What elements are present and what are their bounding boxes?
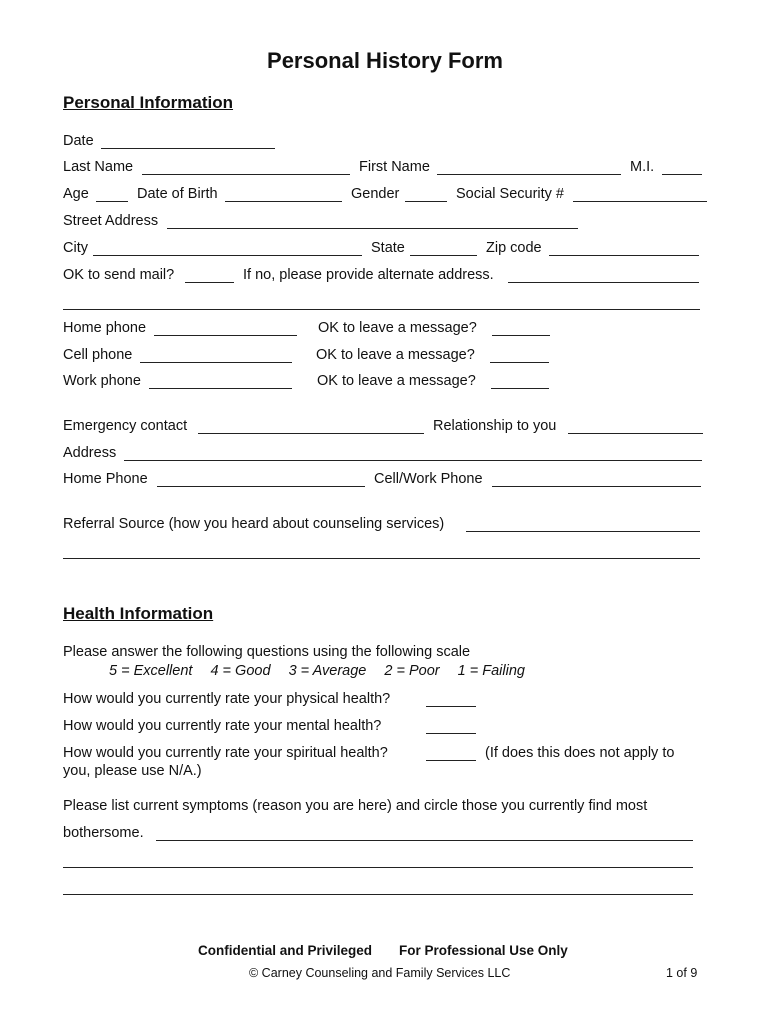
relationship-field[interactable] <box>568 421 703 434</box>
state-field[interactable] <box>410 243 477 256</box>
symptoms-instruction: Please list current symptoms (reason you are here) and circle those you currently find most <box>63 798 648 814</box>
mental-health-question: How would you currently rate your mental health? <box>63 718 382 734</box>
first-name-field[interactable] <box>437 162 621 175</box>
scale-item: 5 = Excellent <box>109 663 193 679</box>
spiritual-note-line2: you, please use N/A.) <box>63 763 202 779</box>
referral-field-line2[interactable] <box>63 546 700 559</box>
gender-field[interactable] <box>405 189 447 202</box>
city-field[interactable] <box>93 243 362 256</box>
date-field[interactable] <box>101 136 275 149</box>
ok-mail-label: OK to send mail? <box>63 267 175 283</box>
spiritual-note-line1: (If does this does not apply to <box>485 745 675 761</box>
cell-ok-message-field[interactable] <box>490 350 549 363</box>
symptoms-field-line3[interactable] <box>63 882 693 895</box>
first-name-label: First Name <box>359 159 430 175</box>
cell-ok-message-label: OK to leave a message? <box>316 347 475 363</box>
spiritual-health-question: How would you currently rate your spiritual health? <box>63 745 388 761</box>
emergency-home-phone-field[interactable] <box>157 474 365 487</box>
professional-use-notice: For Professional Use Only <box>399 943 568 958</box>
middle-initial-label: M.I. <box>630 159 655 175</box>
emergency-cell-phone-label: Cell/Work Phone <box>374 471 483 487</box>
emergency-contact-label: Emergency contact <box>63 418 188 434</box>
ssn-field[interactable] <box>573 189 707 202</box>
work-ok-message-label: OK to leave a message? <box>317 373 476 389</box>
cell-phone-field[interactable] <box>140 350 292 363</box>
last-name-field[interactable] <box>142 162 350 175</box>
copyright: © Carney Counseling and Family Services LLC <box>249 966 511 980</box>
scale-intro: Please answer the following questions using the following scale <box>63 644 471 660</box>
mental-health-field[interactable] <box>426 721 476 734</box>
physical-health-field[interactable] <box>426 694 476 707</box>
emergency-cell-phone-field[interactable] <box>492 474 701 487</box>
work-phone-label: Work phone <box>63 373 141 389</box>
zip-field[interactable] <box>549 243 699 256</box>
last-name-label: Last Name <box>63 159 134 175</box>
home-ok-message-field[interactable] <box>492 323 550 336</box>
gender-label: Gender <box>351 186 400 202</box>
age-label: Age <box>63 186 89 202</box>
state-label: State <box>371 240 405 256</box>
scale-item: 1 = Failing <box>457 663 525 679</box>
home-ok-message-label: OK to leave a message? <box>318 320 477 336</box>
section-heading-health: Health Information <box>63 604 214 623</box>
symptoms-field[interactable] <box>156 828 693 841</box>
ok-mail-field[interactable] <box>185 270 234 283</box>
page-title: Personal History Form <box>267 48 503 73</box>
emergency-home-phone-label: Home Phone <box>63 471 148 487</box>
middle-initial-field[interactable] <box>662 162 702 175</box>
zip-label: Zip code <box>486 240 542 256</box>
street-address-label: Street Address <box>63 213 159 229</box>
alternate-address-field-line2[interactable] <box>63 297 700 310</box>
alternate-address-field[interactable] <box>508 270 699 283</box>
section-heading-personal: Personal Information <box>63 93 234 112</box>
work-ok-message-field[interactable] <box>491 376 549 389</box>
scale-item: 4 = Good <box>210 663 271 679</box>
date-label: Date <box>63 133 94 149</box>
home-phone-label: Home phone <box>63 320 147 336</box>
dob-label: Date of Birth <box>137 186 218 202</box>
work-phone-field[interactable] <box>149 376 292 389</box>
emergency-address-field[interactable] <box>124 448 702 461</box>
home-phone-field[interactable] <box>154 323 297 336</box>
age-field[interactable] <box>96 189 128 202</box>
symptoms-field-line2[interactable] <box>63 855 693 868</box>
physical-health-question: How would you currently rate your physical health? <box>63 691 391 707</box>
spiritual-health-field[interactable] <box>426 748 476 761</box>
ssn-label: Social Security # <box>456 186 564 202</box>
dob-field[interactable] <box>225 189 342 202</box>
scale-item: 3 = Average <box>288 663 367 679</box>
referral-field[interactable] <box>466 519 700 532</box>
alternate-address-label: If no, please provide alternate address. <box>243 267 494 283</box>
confidential-notice: Confidential and Privileged <box>198 943 373 958</box>
cell-phone-label: Cell phone <box>63 347 133 363</box>
city-label: City <box>63 240 88 256</box>
page-number: 1 of 9 <box>666 966 698 980</box>
scale-item: 2 = Poor <box>384 663 440 679</box>
relationship-label: Relationship to you <box>433 418 557 434</box>
street-address-field[interactable] <box>167 216 578 229</box>
emergency-contact-field[interactable] <box>198 421 424 434</box>
emergency-address-label: Address <box>63 445 117 461</box>
symptoms-label: bothersome. <box>63 825 144 841</box>
referral-label: Referral Source (how you heard about counseling services) <box>63 516 445 532</box>
rating-scale <box>109 663 539 679</box>
